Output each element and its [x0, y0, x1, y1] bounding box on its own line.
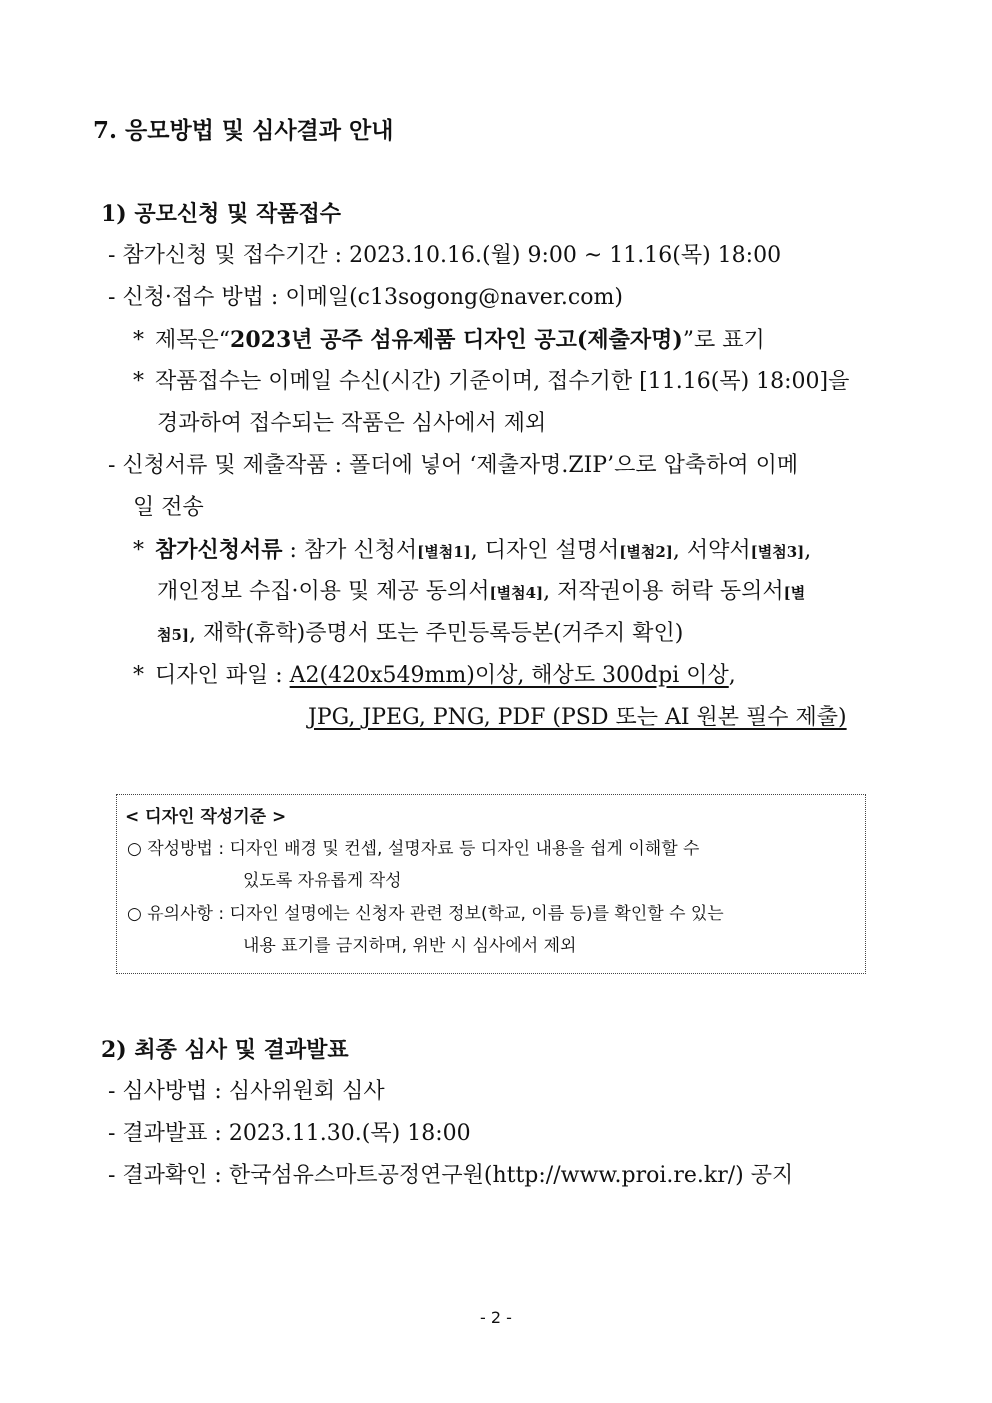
criteria-method: ○ 작성방법 : 디자인 배경 및 컨셉, 설명자료 등 디자인 내용을 쉽게 이해할 수 [127, 839, 700, 859]
note-deadline-cont: 경과하여 접수되는 작품은 심사에서 제외 [157, 411, 547, 436]
design-file-spec: * 디자인 파일 : A2(420x549mm)이상, 해상도 300dpi 이상, [133, 661, 736, 691]
bullet-star: * [133, 663, 144, 688]
required-docs-line3: 첨5], 재학(휴학)증명서 또는 주민등록등본(거주지 확인) [157, 621, 684, 646]
submission-docs-cont: 일 전송 [133, 495, 204, 520]
required-docs-line2: 개인정보 수집·이용 및 제공 동의서[별첨4], 저작권이용 허락 동의서[별 [157, 579, 806, 604]
criteria-caution: ○ 유의사항 : 디자인 설명에는 신청자 관련 정보(학교, 이름 등)를 확인할 수 있는 [127, 904, 724, 924]
bullet-star: * [133, 369, 144, 394]
design-criteria-box [116, 794, 866, 974]
design-file-formats: JPG, JPEG, PNG, PDF (PSD 또는 AI 원본 필수 제출) [308, 705, 847, 730]
review-method: - 심사방법 : 심사위원회 심사 [108, 1079, 385, 1104]
section-title: 7. 응모방법 및 심사결과 안내 [93, 117, 394, 144]
submission-docs: - 신청서류 및 제출작품 : 폴더에 넣어 ‘제출자명.ZIP’으로 압축하여 이메 [108, 453, 799, 478]
bullet-star: * [133, 538, 144, 563]
note-deadline: * 작품접수는 이메일 수신(시간) 기준이며, 접수기한 [11.16(목) 18:00]을 [133, 367, 849, 397]
required-docs-line1: * 참가신청서류 : 참가 신청서[별첨1], 디자인 설명서[별첨2], 서약서[별첨3], [133, 535, 811, 567]
page-number: - 2 - [480, 1308, 512, 1327]
subsection-title-application: 1) 공모신청 및 작품접수 [101, 201, 341, 227]
result-confirmation: - 결과확인 : 한국섬유스마트공정연구원(http://www.proi.re.kr/) 공지 [108, 1163, 794, 1188]
application-method: - 신청·접수 방법 : 이메일(c13sogong@naver.com) [108, 285, 623, 310]
bullet-star: * [133, 328, 144, 353]
result-announcement: - 결과발표 : 2023.11.30.(목) 18:00 [108, 1121, 471, 1146]
application-period: - 참가신청 및 접수기간 : 2023.10.16.(월) 9:00 ~ 11.16(목) 18:00 [108, 243, 782, 268]
criteria-title: < 디자인 작성기준 > [125, 807, 287, 827]
criteria-caution-cont: 내용 표기를 금지하며, 위반 시 심사에서 제외 [243, 936, 577, 956]
criteria-method-cont: 있도록 자유롭게 작성 [243, 871, 402, 891]
note-email-subject: * 제목은“2023년 공주 섬유제품 디자인 공고(제출자명)”로 표기 [133, 325, 765, 356]
subject-format: 2023년 공주 섬유제품 디자인 공고(제출자명) [230, 327, 683, 353]
subsection-title-review: 2) 최종 심사 및 결과발표 [101, 1037, 349, 1063]
